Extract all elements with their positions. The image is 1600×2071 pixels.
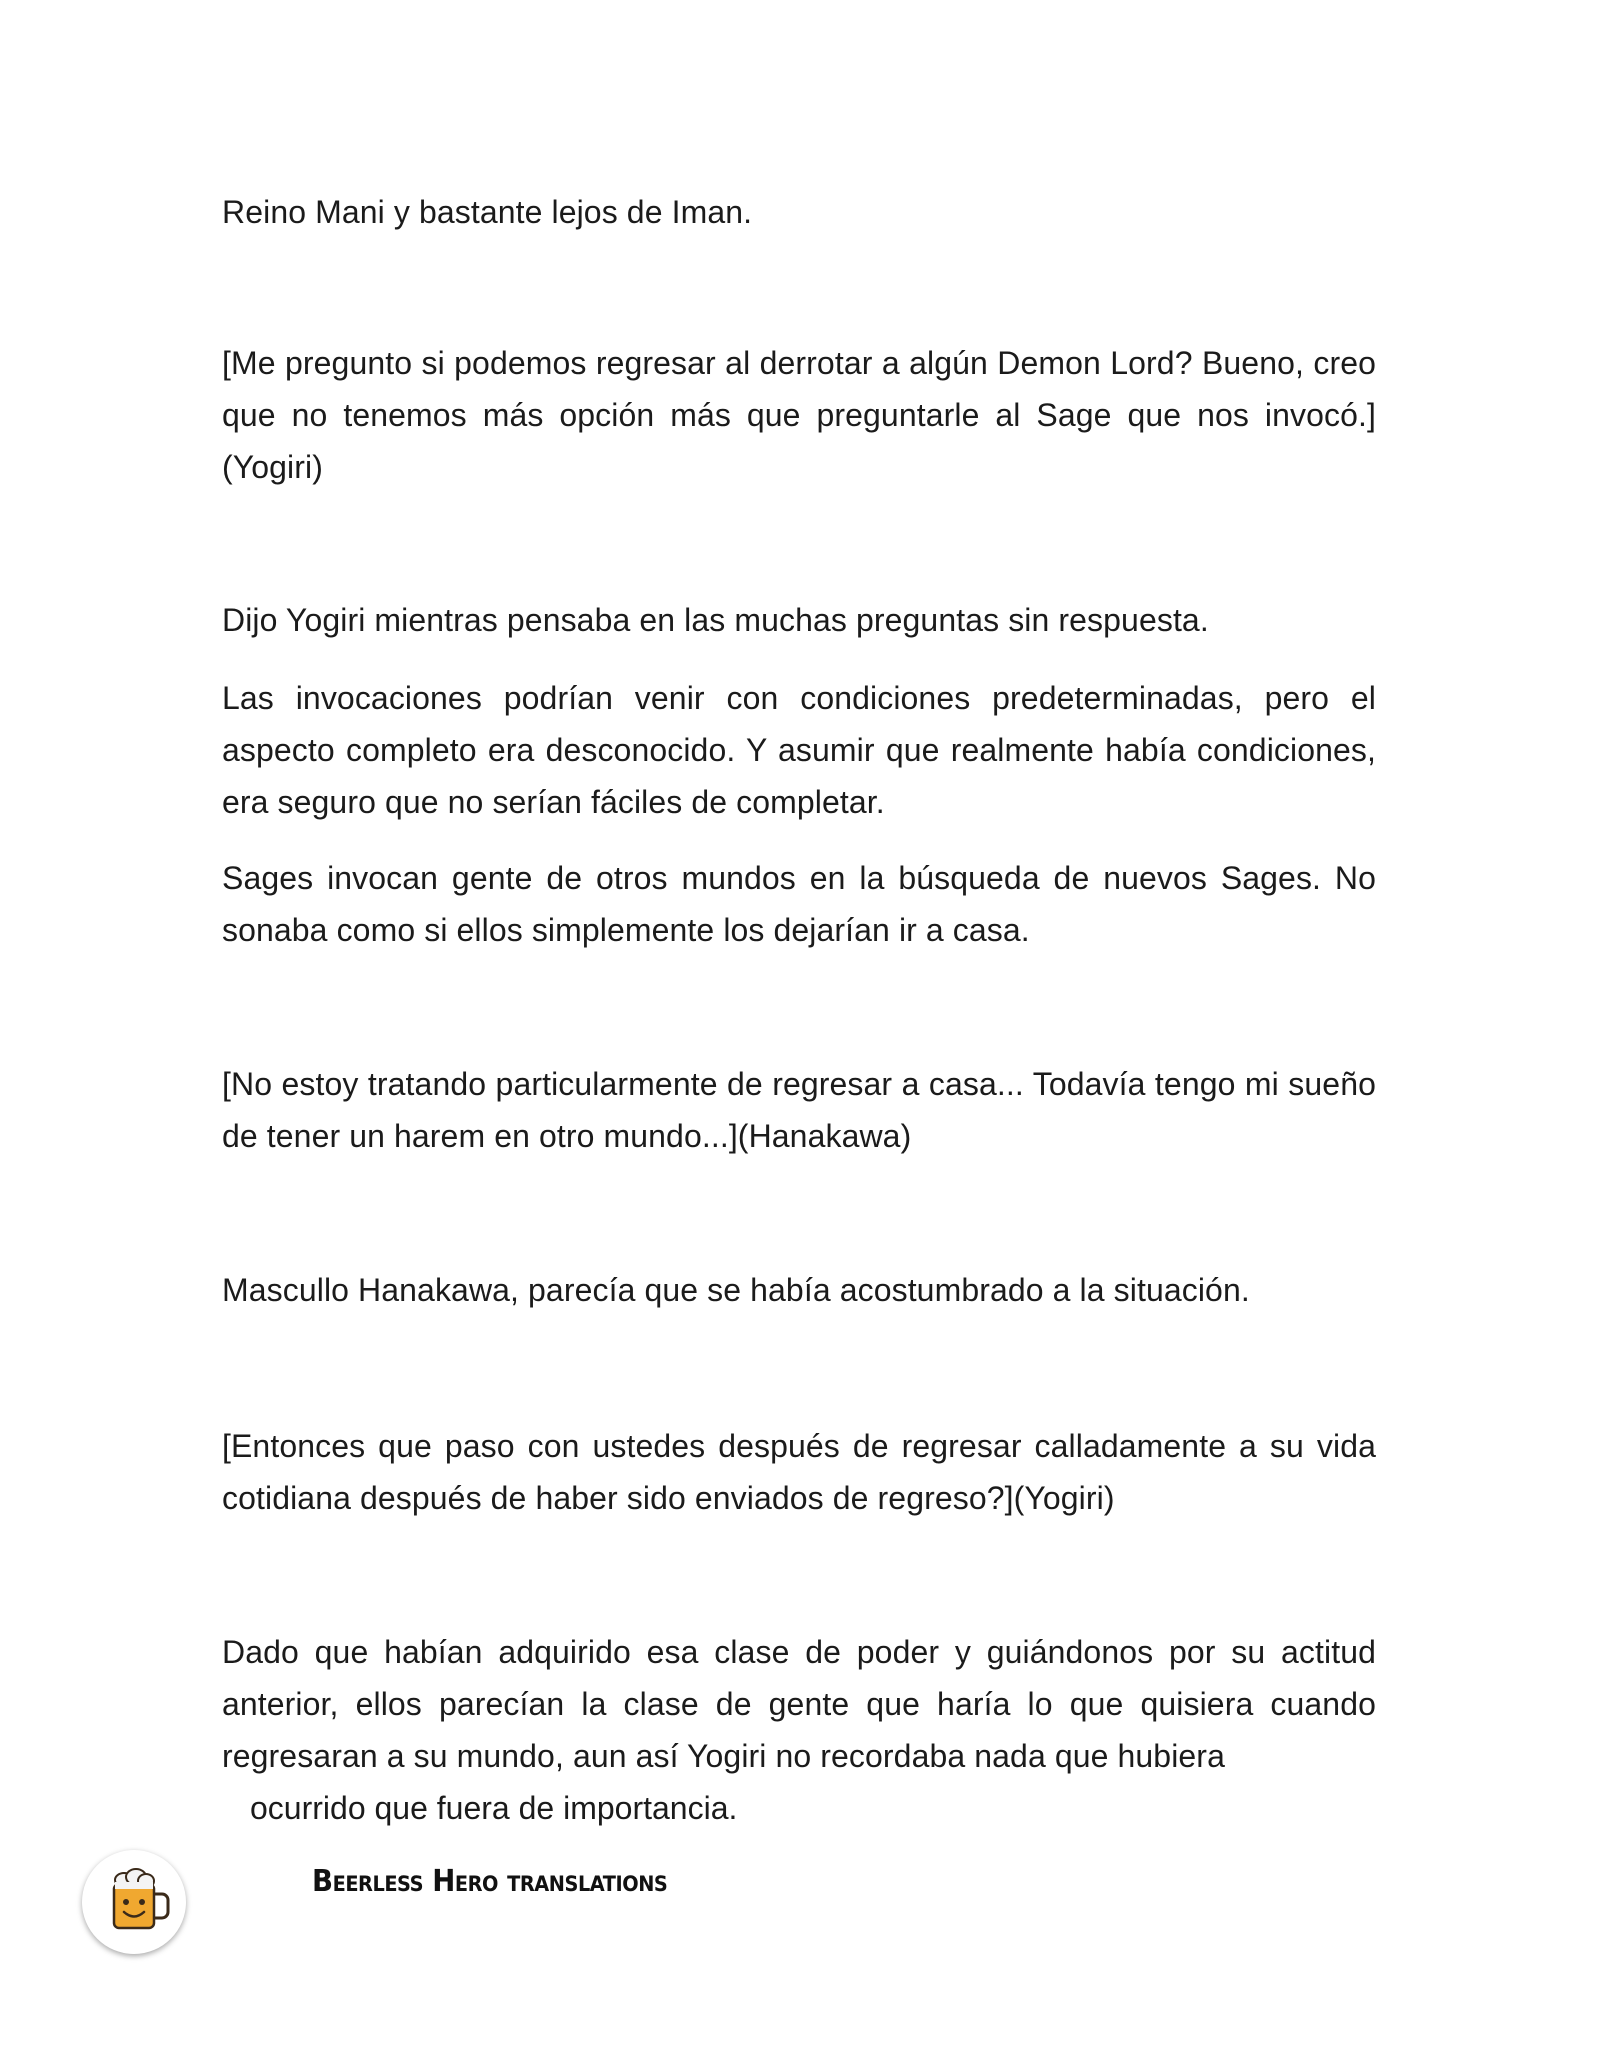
paragraph-4: Las invocaciones podrían venir con condiciones predeterminadas, pero el aspecto completo era desconocido. Y asumir que realmente había condiciones, era seguro que no serían fáciles de completar. xyxy=(222,680,1376,820)
paragraph-8: [Entonces que paso con ustedes después de regresar calladamente a su vida cotidiana después de haber sido enviados de regreso?](Yogiri) xyxy=(222,1428,1376,1516)
brand-footer-text: Beerless Hero translations xyxy=(312,1864,668,1899)
paragraph-2: [Me pregunto si podemos regresar al derrotar a algún Demon Lord? Bueno, creo que no tenemos más opción más que preguntarle al Sage que nos invocó.](Yogiri) xyxy=(222,345,1376,485)
paragraph-9: Dado que habían adquirido esa clase de poder y guiándonos por su actitud anterior, ellos parecían la clase de gente que haría lo que quisiera cuando regresaran a su mundo, aun así Yogiri no recordaba nada que hubiera xyxy=(222,1634,1376,1774)
paragraph-7: Mascullo Hanakawa, parecía que se había acostumbrado a la situación. xyxy=(222,1272,1250,1308)
paragraph-6: [No estoy tratando particularmente de regresar a casa... Todavía tengo mi sueño de tener un harem en otro mundo...](Hanakawa) xyxy=(222,1066,1376,1154)
paragraph-5: Sages invocan gente de otros mundos en la búsqueda de nuevos Sages. No sonaba como si ellos simplemente los dejarían ir a casa. xyxy=(222,860,1376,948)
paragraph-9-last-line: ocurrido que fuera de importancia. xyxy=(250,1790,738,1826)
paragraph-3: Dijo Yogiri mientras pensaba en las muchas preguntas sin respuesta. xyxy=(222,602,1209,638)
beer-mug-smiley-icon xyxy=(82,1850,186,1954)
paragraph-1: Reino Mani y bastante lejos de Iman. xyxy=(222,194,753,230)
